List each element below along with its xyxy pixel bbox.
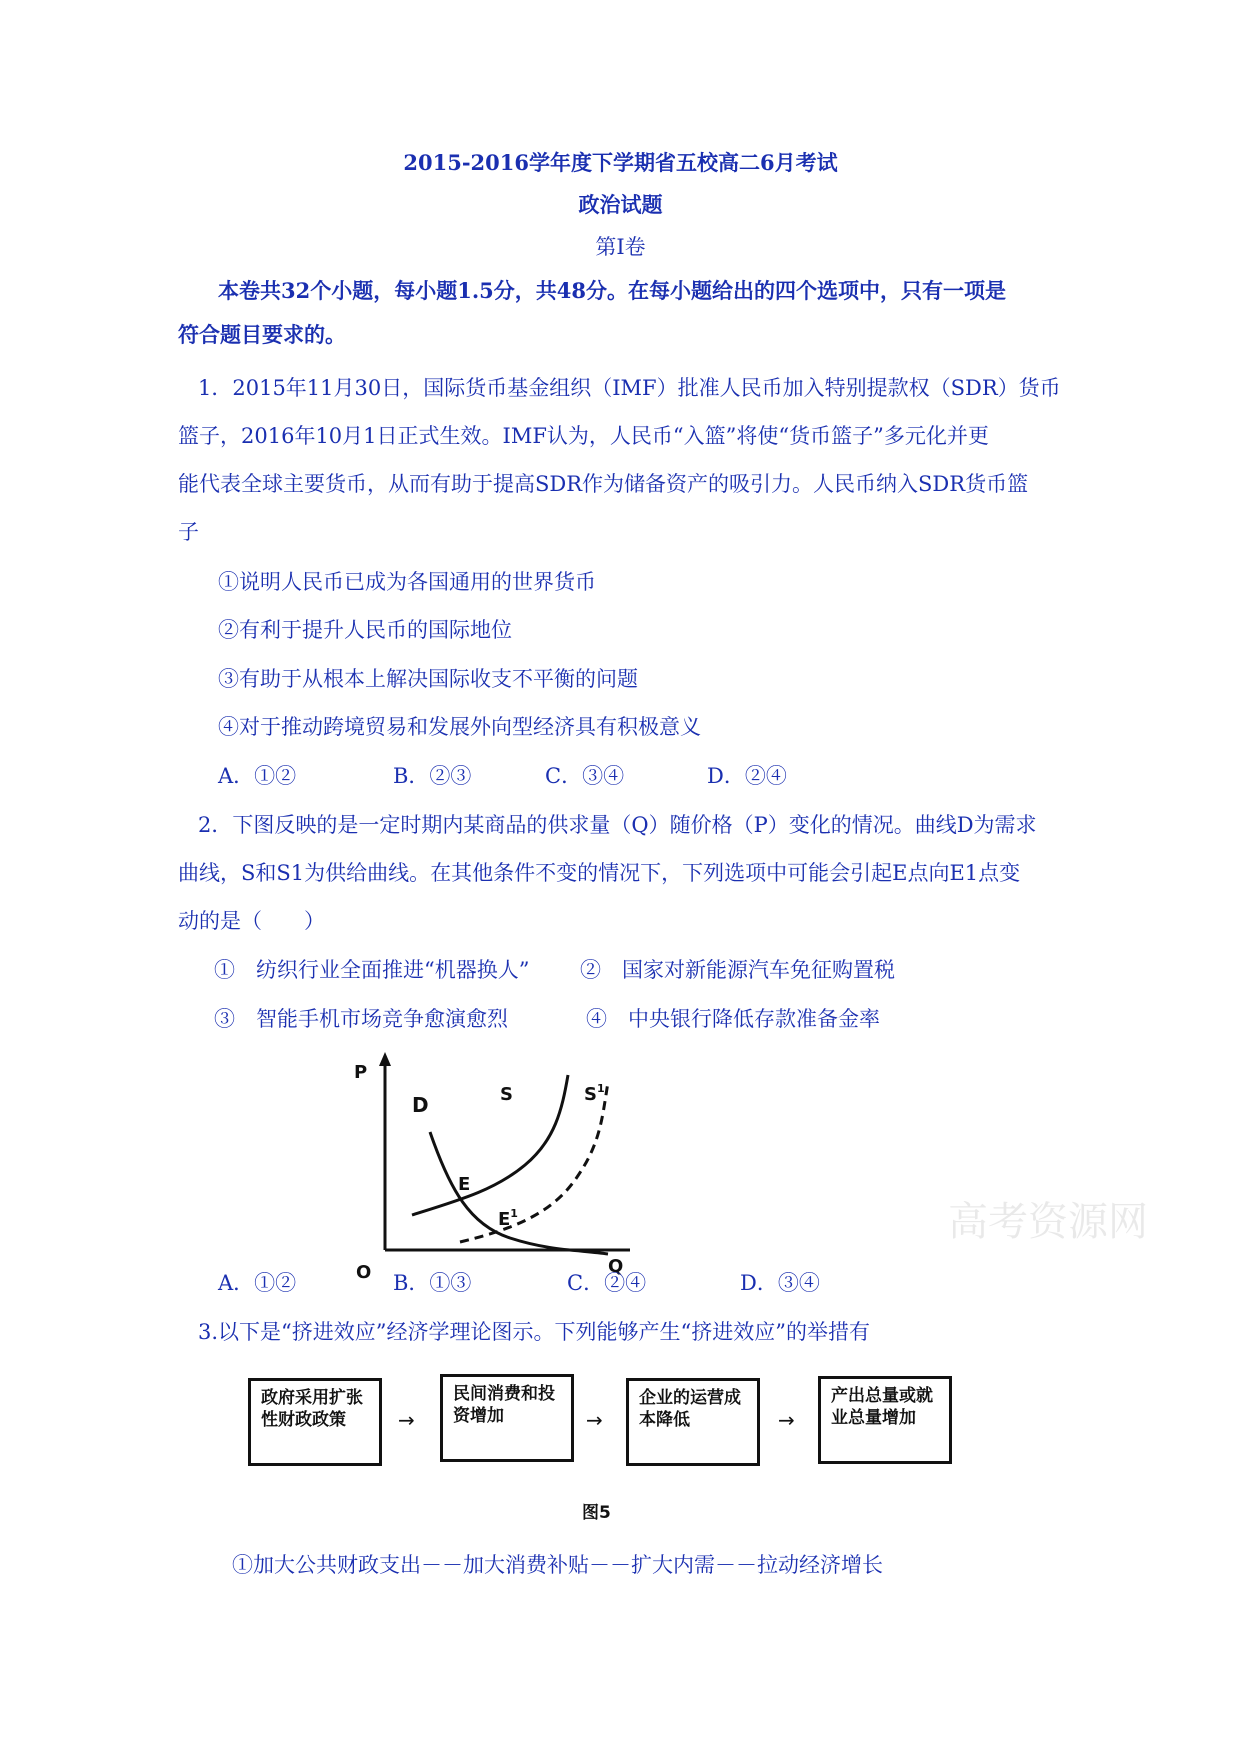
- flow-step-3: 企业的运营成本降低: [626, 1378, 760, 1466]
- q1-item-4: ④对于推动跨境贸易和发展外向型经济具有积极意义: [218, 715, 701, 739]
- q2-stem-line-2: 曲线，S和S1为供给曲线。在其他条件不变的情况下，下列选项中可能会引起E点向E1点变: [178, 861, 1021, 885]
- q2-item-3: ③ 智能手机市场竞争愈演愈烈: [214, 1007, 508, 1031]
- q2-item-2: ② 国家对新能源汽车免征购置税: [580, 958, 895, 982]
- p-axis-label: P: [354, 1062, 368, 1083]
- demand-curve: [430, 1132, 608, 1254]
- supply-label: S: [500, 1084, 513, 1105]
- instructions-line-2: 符合题目要求的。: [178, 322, 346, 347]
- q2-stem-line-1: 2．下图反映的是一定时期内某商品的供求量（Q）随价格（P）变化的情况。曲线D为需求: [198, 813, 1037, 837]
- shifted-equilibrium-label: $E^1$: [498, 1207, 518, 1230]
- q1-item-2: ②有利于提升人民币的国际地位: [218, 618, 512, 642]
- supply-demand-graph: [340, 1050, 660, 1280]
- exam-title: 2015-2016学年度下学期省五校高二6月考试: [403, 150, 838, 175]
- flow-step-2: 民间消费和投资增加: [440, 1374, 574, 1462]
- q1-choice-a[interactable]: A．①②: [218, 764, 297, 788]
- q2-stem-line-3: 动的是（ ）: [178, 909, 325, 933]
- q1-stem-line-3: 能代表全球主要货币，从而有助于提高SDR作为储备资产的吸引力。人民币纳入SDR货币篮: [178, 472, 1029, 496]
- q2-choice-c[interactable]: C．②④: [567, 1271, 647, 1295]
- q2-choice-a[interactable]: A．①②: [218, 1271, 297, 1295]
- shifted-supply-label: $S^1$: [584, 1082, 605, 1105]
- flow-arrow-3-icon: →: [778, 1408, 795, 1432]
- flow-step-4: 产出总量或就业总量增加: [818, 1376, 952, 1464]
- q1-stem-line-4: 子: [178, 520, 199, 544]
- instructions-line-1: 本卷共32个小题，每小题1.5分，共48分。在每小题给出的四个选项中，只有一项是: [218, 278, 1006, 303]
- q1-item-1: ①说明人民币已成为各国通用的世界货币: [218, 570, 596, 594]
- p-axis-arrow-icon: [379, 1052, 391, 1066]
- q1-choice-d[interactable]: D．②④: [707, 764, 787, 788]
- exam-subtitle: 政治试题: [578, 192, 663, 217]
- q3-item-1: ①加大公共财政支出－－加大消费补贴－－扩大内需－－拉动经济增长: [232, 1553, 883, 1577]
- demand-label: D: [412, 1093, 429, 1117]
- shifted-supply-curve: [460, 1082, 608, 1242]
- flow-arrow-2-icon: →: [586, 1408, 603, 1432]
- q1-choice-b[interactable]: B．②③: [393, 764, 472, 788]
- watermark: 高考资源网: [948, 1199, 1148, 1245]
- figure-label: 图5: [582, 1503, 611, 1523]
- flow-step-1: 政府采用扩张性财政政策: [248, 1378, 382, 1466]
- q2-choice-b[interactable]: B．①③: [393, 1271, 472, 1295]
- origin-label: O: [356, 1262, 372, 1280]
- volume-label: 第Ⅰ卷: [595, 235, 646, 259]
- q1-stem-line-1: 1．2015年11月30日，国际货币基金组织（IMF）批准人民币加入特别提款权（SDR）货币: [198, 376, 1061, 400]
- q1-item-3: ③有助于从根本上解决国际收支不平衡的问题: [218, 667, 638, 691]
- q2-item-1: ① 纺织行业全面推进“机器换人”: [214, 958, 530, 982]
- q2-item-4: ④ 中央银行降低存款准备金率: [586, 1007, 880, 1031]
- q2-choice-d[interactable]: D．③④: [740, 1271, 820, 1295]
- equilibrium-label: E: [458, 1174, 471, 1195]
- flow-arrow-1-icon: →: [398, 1408, 415, 1432]
- q-axis-label: Q: [608, 1256, 624, 1277]
- q3-stem: 3.以下是“挤进效应”经济学理论图示。下列能够产生“挤进效应”的举措有: [198, 1320, 870, 1344]
- q1-choice-c[interactable]: C．③④: [545, 764, 625, 788]
- q1-stem-line-2: 篮子，2016年10月1日正式生效。IMF认为，人民币“入篮”将使“货币篮子”多元化并更: [178, 424, 989, 448]
